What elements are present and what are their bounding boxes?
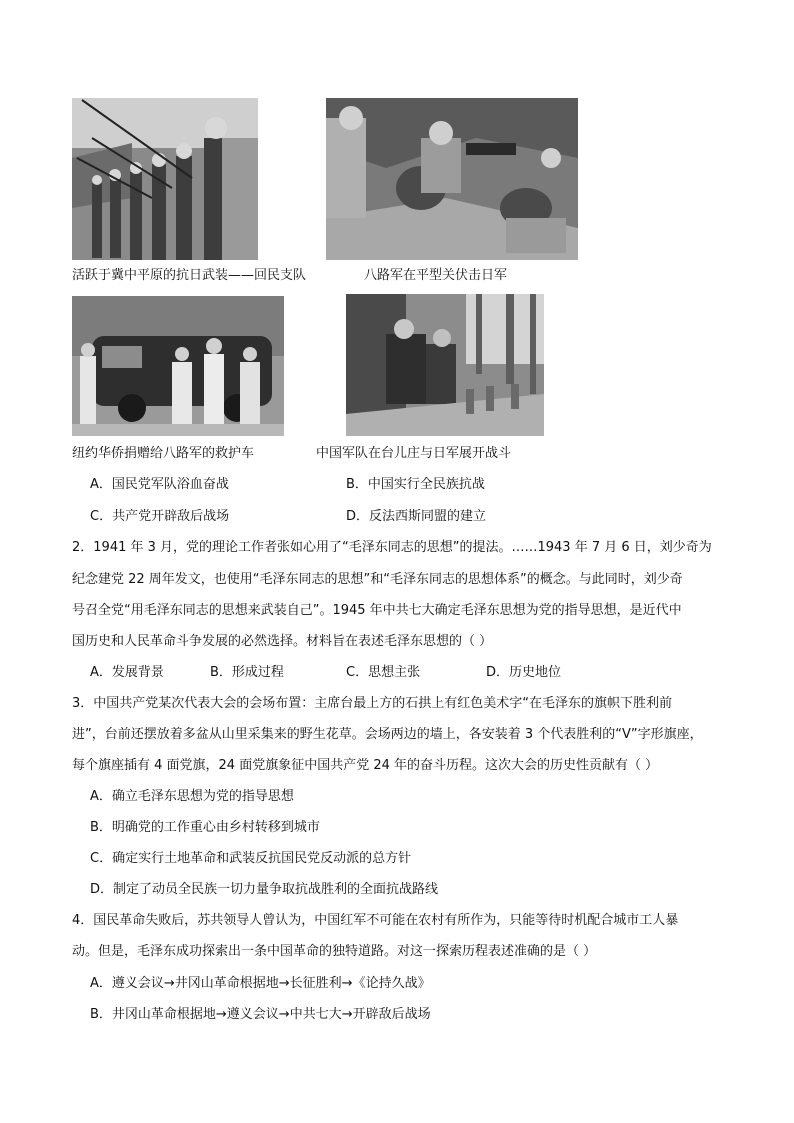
q3-option-c: C．确定实行土地革命和武装反抗国民党反动派的总方针 [90,851,412,866]
q1-option-d: D．反法西斯同盟的建立 [346,509,487,524]
q4-option-a: A．遵义会议→井冈山革命根据地→长征胜利→《论持久战》 [90,976,431,991]
q3-stem-line: 进”，台前还摆放着多盆从山里采集来的野生花草。会场两边的墙上，各安装着 3 个代表胜利的“V”字形旗座， [72,727,703,742]
q4-stem-line: 动。但是，毛泽东成功探索出一条中国革命的独特道路。对这一探索历程表述准确的是（ ） [72,944,597,959]
q2-option-a: A．发展背景 [90,665,164,680]
figure-caption: 活跃于冀中平原的抗日武装——回民支队 [72,268,307,283]
figure-caption: 八路军在平型关伏击日军 [364,268,508,283]
q2-option-b: B．形成过程 [210,665,284,680]
figure-caption: 中国军队在台儿庄与日军展开战斗 [316,446,512,461]
q2-option-d: D．历史地位 [486,665,562,680]
q1-option-b: B．中国实行全民族抗战 [346,477,485,492]
q2-stem-line: 国历史和人民革命斗争发展的必然选择。材料旨在表述毛泽东思想的（ ） [72,634,493,649]
q3-option-b: B．明确党的工作重心由乡村转移到城市 [90,820,320,835]
figure-caption: 纽约华侨捐赠给八路军的救护车 [72,446,255,461]
q3-option-d: D．制定了动员全民族一切力量争取抗战胜利的全面抗战路线 [90,882,439,897]
q2-stem-line: 号召全党“用毛泽东同志的思想来武装自己”。1945 年中共七大确定毛泽东思想为党的指导思想，是近代中 [72,603,682,618]
q2-stem-line: 2．1941 年 3 月，党的理论工作者张如心用了“毛泽东同志的思想”的提法。……1943 年 7 月 6 日，刘少奇为 [72,540,712,555]
q1-option-c: C．共产党开辟敌后战场 [90,509,230,524]
q4-stem-line: 4．国民革命失败后，苏共领导人曾认为，中国红军不可能在农村有所作为，只能等待时机配合城市工人暴 [72,913,679,928]
q3-stem-line: 3．中国共产党某次代表大会的会场布置：主席台最上方的石拱上有红色美术字“在毛泽东的旗帜下胜利前 [72,696,673,711]
photo-ambulance [72,296,284,436]
photo-hui-detachment [72,98,258,260]
q3-stem-line: 每个旗座插有 4 面党旗，24 面党旗象征中国共产党 24 年的奋斗历程。这次大会的历史性贡献有（ ） [72,758,659,773]
photo-taierzhuang [346,294,544,436]
q3-option-a: A．确立毛泽东思想为党的指导思想 [90,789,294,804]
q1-option-a: A．国民党军队浴血奋战 [90,477,229,492]
photo-pingxingguan [326,98,578,260]
q2-stem-line: 纪念建党 22 周年发文，也使用“毛泽东同志的思想”和“毛泽东同志的思想体系”的概念。与此同时，刘少奇 [72,572,683,587]
q2-option-c: C．思想主张 [346,665,421,680]
q4-option-b: B．井冈山革命根据地→遵义会议→中共七大→开辟敌后战场 [90,1007,431,1022]
